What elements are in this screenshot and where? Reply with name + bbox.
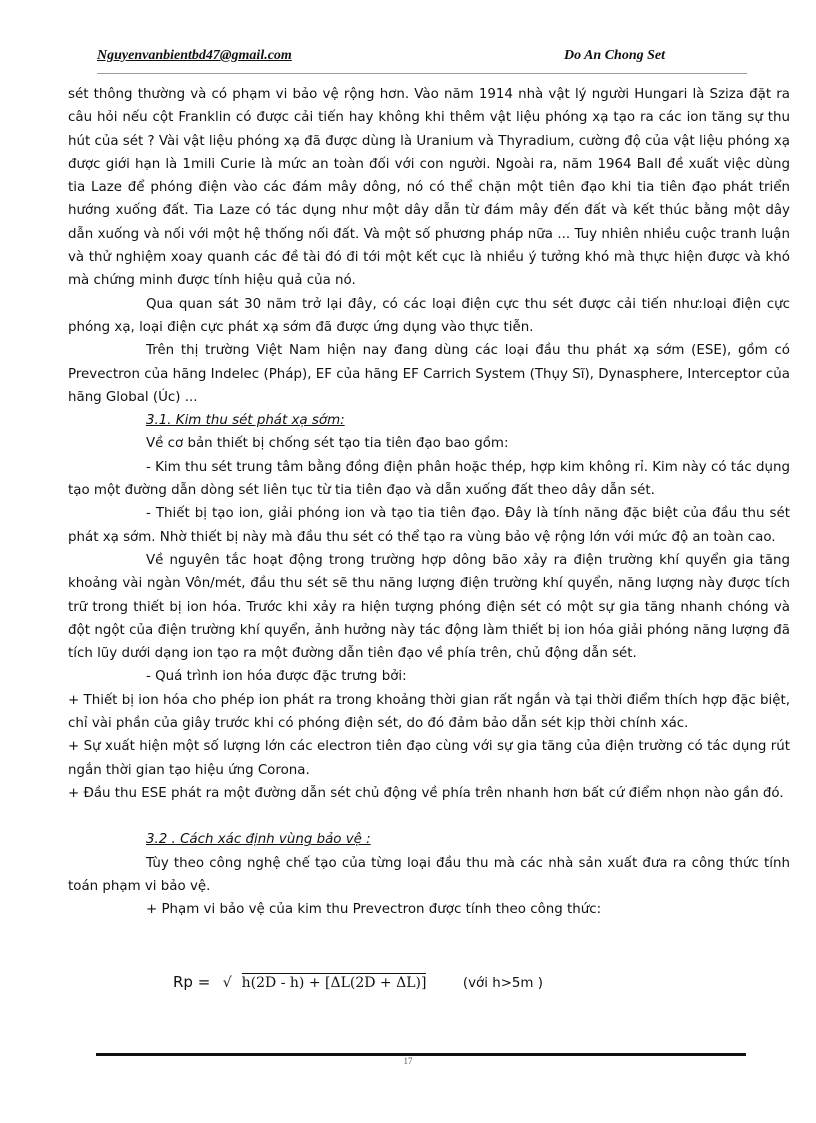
section-heading-text: 3.1. Kim thu sét phát xạ sớm:: [146, 413, 345, 429]
formula-expression: h(2D - h) + [ΔL(2D + ΔL)]: [241, 975, 427, 991]
list-item: - Kim thu sét trung tâm bằng đồng điện phân hoặc thép, hợp kim không rỉ. Kim này có tác dụng tạo một đường dẫn dòng sét liên tục từ tia tiên đạo và dẫn xuống đất theo dây dẫn sét.: [68, 459, 790, 499]
page-header: [97, 48, 747, 70]
paragraph: Trên thị trường Việt Nam hiện nay đang dùng các loại đầu thu phát xạ sớm (ESE), gồm có Prevectron của hãng Indelec (Pháp), EF của hãng EF Carrich System (Thụy Sĩ), Dynasphere, Interceptor của hãng Global (Úc) ...: [68, 343, 790, 405]
header-email-link[interactable]: Nguyenvanbientbd47@gmail.com: [97, 48, 292, 63]
section-heading-text: 3.2 . Cách xác định vùng bảo vệ :: [146, 832, 371, 848]
document-body: [68, 83, 790, 921]
spacer: [68, 805, 790, 828]
section-heading-3-2: [68, 828, 790, 851]
paragraph: Về nguyên tắc hoạt động trong trường hợp dông bão xảy ra điện trường khí quyển gia tăng khoảng vài ngàn Vôn/mét, đầu thu sét sẽ thu năng lượng điện trường khí quyển, năng lượng này được tích trữ trong thiết bị ion hóa. Trước khi xảy ra hiện tượng phóng điện sét có một sự gia tăng nhanh chóng và đột ngột của điện trường khí quyển, ảnh hưởng này tác động làm thiết bị ion hóa giải phóng năng lượng đã tích lũy dưới dạng ion tạo ra một đường dẫn tiên đạo về phía trên, chủ động dẫn sét.: [68, 552, 790, 662]
page-number: 17: [403, 1056, 413, 1066]
header-title: Do An Chong Set: [563, 48, 665, 63]
list-item: + Thiết bị ion hóa cho phép ion phát ra trong khoảng thời gian rất ngắn và tại thời điểm thích hợp đặc biệt, chỉ vài phần của giây trước khi có phóng điện sét, do đó đảm bảo dẫn sét kịp thời chính xác.: [68, 692, 790, 732]
list-item: + Sự xuất hiện một số lượng lớn các electron tiên đạo cùng với sự gia tăng của điện trường có tác dụng rút ngắn thời gian tạo hiệu ứng Corona.: [68, 739, 790, 778]
formula-label: Rp =: [173, 973, 211, 991]
list-item: - Thiết bị tạo ion, giải phóng ion và tạo tia tiên đạo. Đây là tính năng đặc biệt của đầu thu sét phát xạ sớm. Nhờ thiết bị này mà đầu thu sét có thể tạo ra vùng bảo vệ rộng lớn với mức độ an toàn cao.: [68, 506, 790, 545]
section-heading-3-1: [68, 409, 790, 432]
paragraph: Tùy theo công nghệ chế tạo của từng loại đầu thu mà các nhà sản xuất đưa ra công thức tính toán phạm vi bảo vệ.: [68, 855, 790, 894]
list-item: - Quá trình ion hóa được đặc trưng bởi:: [146, 669, 407, 685]
formula-condition: (với h>5m ): [462, 976, 543, 991]
paragraph: sét thông thường và có phạm vi bảo vệ rộng hơn. Vào năm 1914 nhà vật lý người Hungari là Sziza đặt ra câu hỏi nếu cột Franklin có được cải tiến hay không khi thêm vật liệu phóng xạ tạo ra các ion tăng sự thu hút của sét ? Vài vật liệu phóng xạ đã được dùng là Uranium và Thyradium, cường độ của vật liệu phóng xạ được giới hạn là 1mili Curie là mức an toàn đối với con người. Ngoài ra, năm 1964 Ball đề xuất việc dùng tia Laze để phóng điện vào các đám mây dông, nó có thể chặn một tiên đạo khi tia tiên đạo phát triển hướng xuống đất. Tia Laze có tác dụng như một dây dẫn từ đám mây đến đất và kết thúc bằng một dây dẫn xuống và nối với một hệ thống nối đất. Và một số phương pháp nữa ... Tuy nhiên nhiều cuộc tranh luận và thử nghiệm xoay quanh các đề tài đó đi tới một kết cục là nhiều ý tưởng khó mà thực hiện được và khó mà chứng minh được tính hiệu quả của nó.: [68, 87, 790, 289]
paragraph: Qua quan sát 30 năm trở lại đây, có các loại điện cực thu sét được cải tiến như:loại điện cực phóng xạ, loại điện cực phát xạ sớm đã được ứng dụng vào thực tiễn.: [68, 296, 790, 335]
formula: [173, 973, 543, 991]
paragraph: Về cơ bản thiết bị chống sét tạo tia tiên đạo bao gồm:: [146, 436, 509, 452]
list-item: + Đầu thu ESE phát ra một đường dẫn sét chủ động về phía trên nhanh hơn bất cứ điểm nhọn nào gần đó.: [68, 785, 784, 801]
paragraph: + Phạm vi bảo vệ của kim thu Prevectron được tính theo công thức:: [146, 902, 602, 918]
header-divider: [97, 73, 747, 74]
radical-sign: √: [222, 975, 232, 991]
